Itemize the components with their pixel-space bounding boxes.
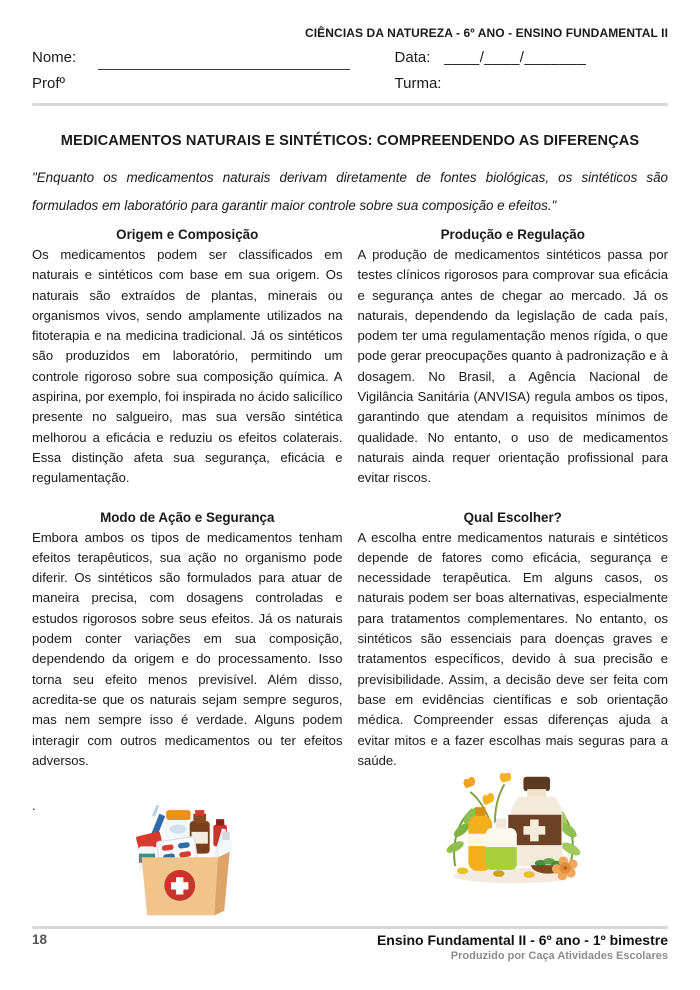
page-title: MEDICAMENTOS NATURAIS E SINTÉTICOS: COMPREENDENDO AS DIFERENÇAS bbox=[60, 133, 640, 149]
header-divider bbox=[32, 103, 668, 106]
section-heading: Produção e Regulação bbox=[440, 227, 585, 242]
section-modo-de-acao-e-seguranca bbox=[32, 510, 343, 772]
medicine-bag-illustration bbox=[32, 801, 343, 924]
section-body: Embora ambos os tipos de medicamentos tenham efeitos terapêuticos, sua ação no organismo pode diferir. Os sintéticos são formulados para atuar de maneira precisa, com dosagens controladas e estudos rigorosos sobre seus efeitos. Já os naturais podem conter variações em sua composição, dependendo da origem e do processamento. Isso torna seu efeito menos previsível. Além disso, acredita-se que os naturais sejam sempre seguros, mas nem sempre isso é verdade. Alguns podem interagir com outros medicamentos ou ter efeitos adversos. bbox=[32, 529, 343, 768]
section-qual-escolher bbox=[358, 510, 669, 772]
stray-period: . bbox=[32, 798, 36, 814]
section-body: Os medicamentos podem ser classificados em naturais e sintéticos com base em sua origem. Os naturais são extraídos de plantas, minerais ou organismos vivos, sendo amplamente utilizados na fitoterapia e na medicina tradicional. Já os sintéticos são produzidos em laboratório, permitindo um controle rigoroso sobre sua composição química. A aspirina, por exemplo, foi inspirada no ácido salicílico presente no salgueiro, mas sua versão sintética melhorou a eficácia e reduziu os efeitos colaterais. Essa distinção afeta sua segurança, eficácia e regulamentação. bbox=[32, 247, 343, 486]
class-field bbox=[395, 72, 668, 96]
right-column bbox=[358, 227, 669, 890]
prof-label: Profº bbox=[32, 75, 65, 92]
course-title: CIÊNCIAS DA NATUREZA - 6º ANO - ENSINO FUNDAMENTAL II bbox=[304, 26, 668, 40]
section-producao-e-regulacao bbox=[358, 227, 669, 489]
section-heading: Modo de Ação e Segurança bbox=[100, 509, 275, 525]
date-label: Data: bbox=[394, 49, 431, 66]
date-blank-line: ____/____/_______ bbox=[444, 49, 587, 66]
class-label: Turma: bbox=[394, 75, 442, 92]
name-blank-line bbox=[98, 52, 350, 70]
date-field bbox=[395, 46, 668, 70]
name-field bbox=[32, 46, 395, 70]
student-fields bbox=[32, 46, 668, 96]
section-heading: Origem e Composição bbox=[116, 227, 259, 242]
left-column bbox=[32, 227, 343, 924]
article-columns bbox=[32, 227, 668, 924]
footer-producer: Produzido por Caça Atividades Escolares bbox=[450, 950, 668, 962]
name-label: Nome: bbox=[32, 49, 77, 66]
footer bbox=[32, 926, 668, 962]
intro-quote: "Enquanto os medicamentos naturais derivam diretamente de fontes biológicas, os sintéticos são formulados em laboratório para garantir maior controle sobre sua composição e efeitos." bbox=[32, 170, 668, 213]
natural-medicine-illustration bbox=[358, 773, 669, 890]
footer-divider bbox=[32, 926, 668, 929]
page-number: 18 bbox=[32, 932, 48, 947]
herbal-remedies-icon bbox=[440, 773, 586, 885]
section-body: A escolha entre medicamentos naturais e sintéticos depende de fatores como eficácia, segurança e necessidade terapêutica. Em alguns casos, os naturais podem ser boas alternativas, especialmente para tratamentos complementares. No entanto, os sintéticos são essenciais para doenças graves e tratamentos específicos, devido à sua precisão e previsibilidade. Assim, a decisão deve ser feita com base em evidências científicas e sob orientação médica. Compreender essas diferenças ajuda a evitar mitos e a fazer escolhas mais seguras para a saúde. bbox=[357, 529, 668, 768]
section-heading: Qual Escolher? bbox=[463, 509, 562, 525]
header bbox=[32, 0, 668, 106]
section-body: A produção de medicamentos sintéticos passa por testes clínicos rigorosos para comprovar sua eficácia e segurança antes de chegar ao mercado. Já os naturais, dependendo da legislação de cada país, podem ter uma regulamentação menos rígida, o que pode gerar preocupações quanto à padronização e à dosagem. No Brasil, a Agência Nacional de Vigilância Sanitária (ANVISA) regula ambos os tipos, garantindo que atendam a requisitos mínimos de qualidade. No entanto, o uso de medicamentos naturais ainda requer orientação profissional para evitar riscos. bbox=[357, 247, 668, 486]
section-origem-e-composicao bbox=[32, 227, 343, 489]
prof-field bbox=[32, 72, 395, 96]
footer-edition: Ensino Fundamental II - 6º ano - 1º bimestre bbox=[376, 932, 668, 948]
medicine-bag-icon bbox=[128, 801, 246, 919]
